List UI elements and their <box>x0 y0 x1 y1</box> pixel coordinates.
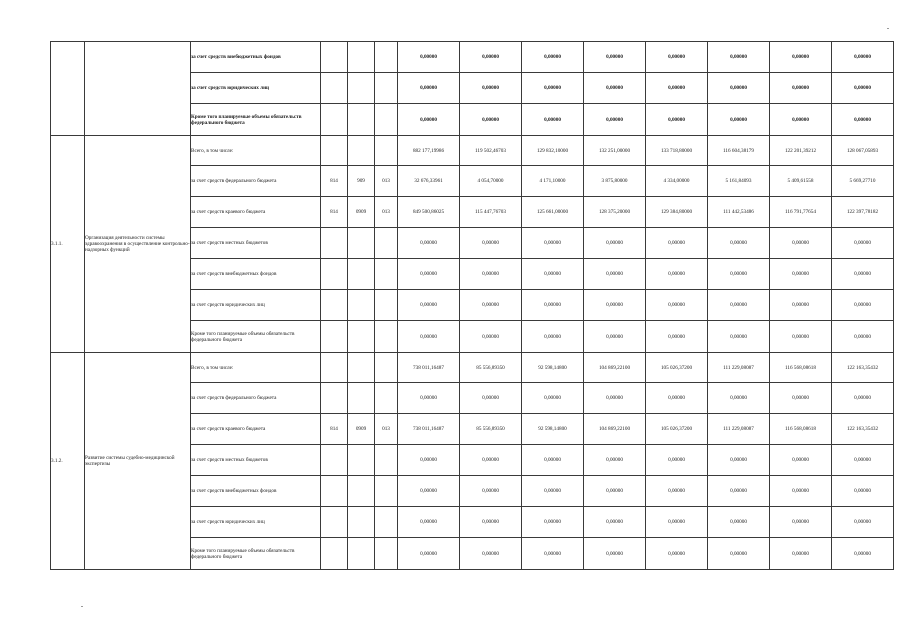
funding-source-label: за счет средств федерального бюджета <box>191 166 321 197</box>
funding-source-label: Кроме того планируемые объемы обязательств федерального бюджета <box>191 538 321 570</box>
budget-code-cell <box>321 476 348 507</box>
amount-cell: 122 397,78182 <box>832 197 894 228</box>
budget-code-cell <box>348 353 375 383</box>
amount-cell: 0,00000 <box>708 538 770 570</box>
budget-code-cell <box>348 259 375 290</box>
amount-cell: 0,00000 <box>770 73 832 104</box>
amount-cell: 0,00000 <box>832 104 894 136</box>
budget-code-cell <box>348 136 375 166</box>
amount-cell: 116 568,08618 <box>770 353 832 383</box>
amount-cell: 0,00000 <box>584 290 646 321</box>
budget-table <box>50 41 894 570</box>
amount-cell: 738 011,16487 <box>398 353 460 383</box>
amount-cell: 85 556,89350 <box>460 353 522 383</box>
amount-cell: 0,00000 <box>398 321 460 353</box>
amount-cell: 104 869,22100 <box>584 414 646 445</box>
funding-source-label: за счет средств местных бюджетов <box>191 445 321 476</box>
budget-code-cell <box>348 228 375 259</box>
amount-cell: 0,00000 <box>832 42 894 73</box>
amount-cell: 0,00000 <box>398 104 460 136</box>
amount-cell: 0,00000 <box>708 507 770 538</box>
amount-cell: 0,00000 <box>522 228 584 259</box>
budget-code-cell <box>348 290 375 321</box>
amount-cell: 0,00000 <box>584 445 646 476</box>
amount-cell: 0,00000 <box>522 290 584 321</box>
amount-cell: 111 229,08087 <box>708 414 770 445</box>
amount-cell: 92 598,14800 <box>522 414 584 445</box>
funding-source-label: Всего, в том числе: <box>191 136 321 166</box>
amount-cell: 0,00000 <box>398 507 460 538</box>
budget-code-cell <box>375 538 398 570</box>
budget-code-cell: 909 <box>348 166 375 197</box>
amount-cell: 0,00000 <box>832 507 894 538</box>
amount-cell: 122 163,35432 <box>832 414 894 445</box>
item-index: 3.1.1. <box>51 136 85 353</box>
funding-source-label: Всего, в том числе: <box>191 353 321 383</box>
amount-cell: 0,00000 <box>522 42 584 73</box>
amount-cell: 0,00000 <box>460 73 522 104</box>
amount-cell: 0,00000 <box>522 104 584 136</box>
budget-code-cell <box>321 321 348 353</box>
budget-code-cell <box>375 445 398 476</box>
amount-cell: 0,00000 <box>460 507 522 538</box>
budget-code-cell: 013 <box>375 166 398 197</box>
amount-cell: 0,00000 <box>708 73 770 104</box>
amount-cell: 0,00000 <box>460 42 522 73</box>
amount-cell: 0,00000 <box>460 259 522 290</box>
amount-cell: 0,00000 <box>708 321 770 353</box>
budget-code-cell <box>348 321 375 353</box>
budget-code-cell <box>375 507 398 538</box>
item-index <box>51 42 85 136</box>
budget-code-cell <box>321 42 348 73</box>
budget-code-cell <box>348 42 375 73</box>
budget-code-cell <box>348 73 375 104</box>
amount-cell: 0,00000 <box>398 476 460 507</box>
amount-cell: 0,00000 <box>770 290 832 321</box>
amount-cell: 0,00000 <box>584 42 646 73</box>
amount-cell: 0,00000 <box>522 73 584 104</box>
budget-code-cell <box>348 445 375 476</box>
amount-cell: 0,00000 <box>708 104 770 136</box>
amount-cell: 0,00000 <box>460 290 522 321</box>
budget-code-cell <box>375 353 398 383</box>
item-index: 3.1.2. <box>51 353 85 570</box>
budget-code-cell <box>321 136 348 166</box>
amount-cell: 0,00000 <box>398 383 460 414</box>
amount-cell: 133 718,80000 <box>646 136 708 166</box>
scan-speck <box>81 606 83 607</box>
amount-cell: 0,00000 <box>398 73 460 104</box>
amount-cell: 129 384,80000 <box>646 197 708 228</box>
amount-cell: 0,00000 <box>522 259 584 290</box>
amount-cell: 0,00000 <box>646 104 708 136</box>
amount-cell: 0,00000 <box>646 73 708 104</box>
amount-cell: 4 334,00000 <box>646 166 708 197</box>
amount-cell: 0,00000 <box>522 476 584 507</box>
budget-code-cell <box>321 104 348 136</box>
table-row <box>51 42 894 73</box>
amount-cell: 0,00000 <box>708 290 770 321</box>
budget-code-cell: 013 <box>375 414 398 445</box>
amount-cell: 0,00000 <box>832 290 894 321</box>
item-name: Развитие системы судебно-медицинской экспертизы <box>85 353 191 570</box>
amount-cell: 0,00000 <box>770 445 832 476</box>
budget-code-cell <box>321 538 348 570</box>
amount-cell: 4 171,10000 <box>522 166 584 197</box>
amount-cell: 0,00000 <box>522 445 584 476</box>
amount-cell: 0,00000 <box>460 321 522 353</box>
amount-cell: 0,00000 <box>398 42 460 73</box>
amount-cell: 0,00000 <box>708 42 770 73</box>
amount-cell: 0,00000 <box>584 228 646 259</box>
budget-code-cell: 814 <box>321 197 348 228</box>
amount-cell: 122 163,35432 <box>832 353 894 383</box>
amount-cell: 132 251,00000 <box>584 136 646 166</box>
budget-code-cell <box>321 290 348 321</box>
funding-source-label: за счет средств внебюджетных фондов <box>191 476 321 507</box>
budget-code-cell <box>321 383 348 414</box>
amount-cell: 0,00000 <box>584 321 646 353</box>
amount-cell: 0,00000 <box>646 228 708 259</box>
amount-cell: 849 500,86025 <box>398 197 460 228</box>
budget-code-cell <box>375 42 398 73</box>
amount-cell: 0,00000 <box>708 476 770 507</box>
funding-source-label: за счет средств юридических лиц <box>191 507 321 538</box>
table-row <box>51 136 894 166</box>
amount-cell: 0,00000 <box>770 538 832 570</box>
amount-cell: 0,00000 <box>646 445 708 476</box>
budget-code-cell <box>348 383 375 414</box>
amount-cell: 0,00000 <box>770 476 832 507</box>
item-name <box>85 42 191 136</box>
amount-cell: 0,00000 <box>832 73 894 104</box>
amount-cell: 32 676,33961 <box>398 166 460 197</box>
amount-cell: 0,00000 <box>770 228 832 259</box>
amount-cell: 0,00000 <box>832 476 894 507</box>
budget-code-cell: 013 <box>375 197 398 228</box>
amount-cell: 0,00000 <box>832 259 894 290</box>
amount-cell: 0,00000 <box>708 445 770 476</box>
amount-cell: 0,00000 <box>522 507 584 538</box>
amount-cell: 104 869,22100 <box>584 353 646 383</box>
amount-cell: 4 054,70000 <box>460 166 522 197</box>
budget-code-cell <box>375 104 398 136</box>
amount-cell: 119 502,46703 <box>460 136 522 166</box>
amount-cell: 0,00000 <box>584 476 646 507</box>
amount-cell: 0,00000 <box>646 42 708 73</box>
amount-cell: 0,00000 <box>398 290 460 321</box>
amount-cell: 0,00000 <box>584 259 646 290</box>
amount-cell: 5 669,27710 <box>832 166 894 197</box>
amount-cell: 0,00000 <box>460 228 522 259</box>
budget-code-cell <box>375 476 398 507</box>
budget-code-cell <box>375 383 398 414</box>
amount-cell: 0,00000 <box>398 445 460 476</box>
amount-cell: 116 568,08618 <box>770 414 832 445</box>
amount-cell: 0,00000 <box>832 321 894 353</box>
amount-cell: 0,00000 <box>708 259 770 290</box>
amount-cell: 111 442,53486 <box>708 197 770 228</box>
funding-source-label: за счет средств юридических лиц <box>191 73 321 104</box>
amount-cell: 0,00000 <box>770 42 832 73</box>
amount-cell: 0,00000 <box>460 538 522 570</box>
amount-cell: 128 067,05893 <box>832 136 894 166</box>
budget-code-cell <box>375 228 398 259</box>
funding-source-label: Кроме того планируемые объемы обязательств федерального бюджета <box>191 321 321 353</box>
funding-source-label: за счет средств внебюджетных фондов <box>191 259 321 290</box>
amount-cell: 0,00000 <box>708 228 770 259</box>
amount-cell: 128 375,20000 <box>584 197 646 228</box>
amount-cell: 129 832,10000 <box>522 136 584 166</box>
amount-cell: 738 011,16487 <box>398 414 460 445</box>
amount-cell: 115 447,76703 <box>460 197 522 228</box>
amount-cell: 0,00000 <box>584 73 646 104</box>
amount-cell: 0,00000 <box>584 507 646 538</box>
table-row <box>51 353 894 383</box>
amount-cell: 0,00000 <box>522 321 584 353</box>
budget-code-cell <box>375 290 398 321</box>
amount-cell: 92 598,14800 <box>522 353 584 383</box>
amount-cell: 0,00000 <box>460 104 522 136</box>
amount-cell: 0,00000 <box>584 538 646 570</box>
amount-cell: 0,00000 <box>770 259 832 290</box>
amount-cell: 0,00000 <box>398 538 460 570</box>
amount-cell: 0,00000 <box>646 507 708 538</box>
funding-source-label: Кроме того планируемые объемы обязательств федерального бюджета <box>191 104 321 136</box>
budget-code-cell <box>348 476 375 507</box>
amount-cell: 0,00000 <box>398 259 460 290</box>
amount-cell: 0,00000 <box>832 445 894 476</box>
budget-code-cell: 0909 <box>348 414 375 445</box>
scan-speck <box>887 28 889 29</box>
amount-cell: 0,00000 <box>770 321 832 353</box>
amount-cell: 0,00000 <box>646 476 708 507</box>
amount-cell: 111 229,08087 <box>708 353 770 383</box>
funding-source-label: за счет средств местных бюджетов <box>191 228 321 259</box>
funding-source-label: за счет средств внебюджетных фондов <box>191 42 321 73</box>
budget-code-cell <box>348 507 375 538</box>
amount-cell: 5 161,84093 <box>708 166 770 197</box>
amount-cell: 3 875,80000 <box>584 166 646 197</box>
amount-cell: 5 409,61558 <box>770 166 832 197</box>
amount-cell: 0,00000 <box>460 445 522 476</box>
budget-code-cell <box>375 321 398 353</box>
amount-cell: 0,00000 <box>832 538 894 570</box>
amount-cell: 0,00000 <box>398 228 460 259</box>
budget-code-cell <box>348 538 375 570</box>
budget-code-cell: 814 <box>321 414 348 445</box>
budget-code-cell <box>348 104 375 136</box>
amount-cell: 0,00000 <box>584 104 646 136</box>
budget-code-cell <box>321 259 348 290</box>
amount-cell: 0,00000 <box>522 383 584 414</box>
item-name: Организация деятельности системы здравоохранения в осуществление контрольно-надзорных функций <box>85 136 191 353</box>
amount-cell: 105 026,37200 <box>646 414 708 445</box>
funding-source-label: за счет средств краевого бюджета <box>191 197 321 228</box>
amount-cell: 0,00000 <box>584 383 646 414</box>
amount-cell: 122 201,39212 <box>770 136 832 166</box>
budget-code-cell <box>321 445 348 476</box>
funding-source-label: за счет средств федерального бюджета <box>191 383 321 414</box>
amount-cell: 0,00000 <box>832 228 894 259</box>
amount-cell: 0,00000 <box>832 383 894 414</box>
amount-cell: 116 791,77654 <box>770 197 832 228</box>
amount-cell: 85 556,89350 <box>460 414 522 445</box>
amount-cell: 0,00000 <box>646 538 708 570</box>
amount-cell: 0,00000 <box>770 507 832 538</box>
amount-cell: 0,00000 <box>708 383 770 414</box>
amount-cell: 0,00000 <box>646 290 708 321</box>
budget-code-cell <box>375 259 398 290</box>
budget-code-cell <box>321 507 348 538</box>
amount-cell: 0,00000 <box>522 538 584 570</box>
amount-cell: 0,00000 <box>770 104 832 136</box>
amount-cell: 125 661,00000 <box>522 197 584 228</box>
budget-code-cell <box>321 73 348 104</box>
amount-cell: 0,00000 <box>770 383 832 414</box>
budget-code-cell <box>321 353 348 383</box>
amount-cell: 882 177,19986 <box>398 136 460 166</box>
budget-code-cell: 814 <box>321 166 348 197</box>
amount-cell: 0,00000 <box>460 383 522 414</box>
funding-source-label: за счет средств краевого бюджета <box>191 414 321 445</box>
budget-code-cell <box>375 136 398 166</box>
amount-cell: 105 026,37200 <box>646 353 708 383</box>
budget-code-cell <box>375 73 398 104</box>
budget-table-sheet <box>50 41 894 570</box>
funding-source-label: за счет средств юридических лиц <box>191 290 321 321</box>
amount-cell: 0,00000 <box>646 383 708 414</box>
budget-code-cell: 0909 <box>348 197 375 228</box>
amount-cell: 0,00000 <box>460 476 522 507</box>
amount-cell: 116 604,38179 <box>708 136 770 166</box>
amount-cell: 0,00000 <box>646 259 708 290</box>
budget-code-cell <box>321 228 348 259</box>
amount-cell: 0,00000 <box>646 321 708 353</box>
